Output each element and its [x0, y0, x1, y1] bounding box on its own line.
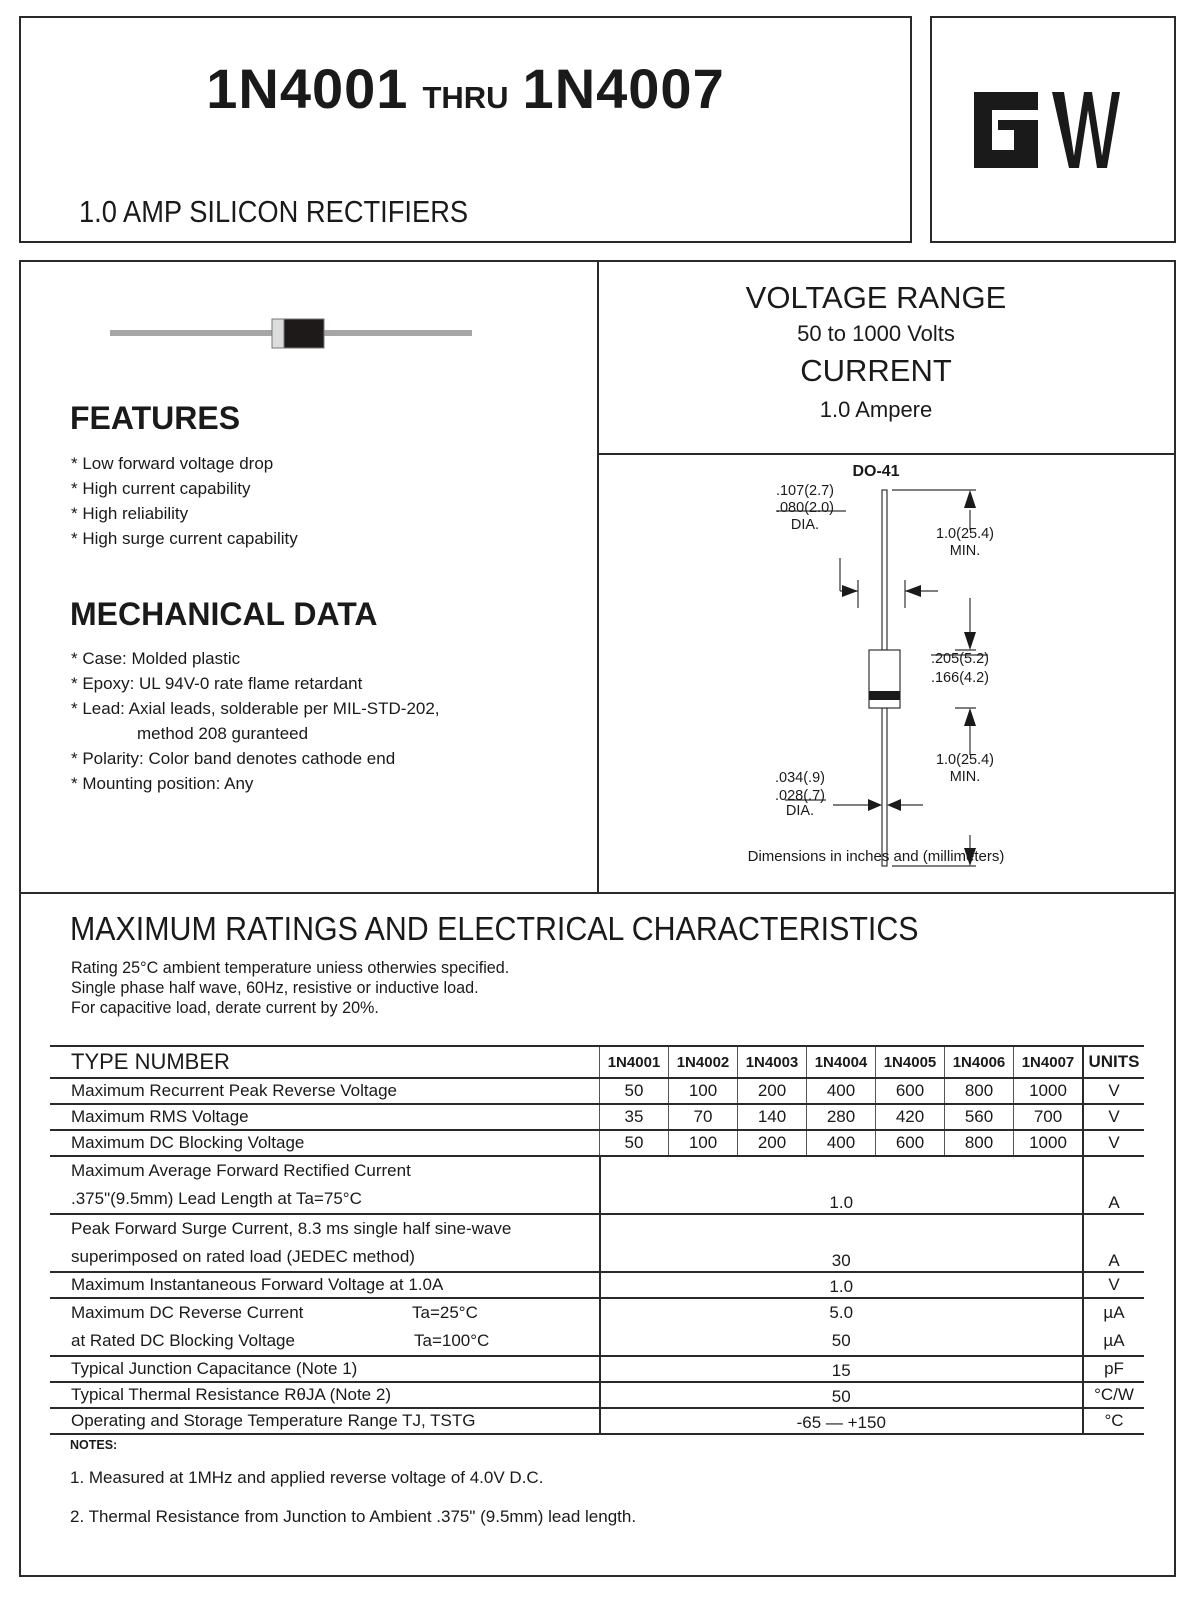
package-dimension-drawing: [598, 480, 1154, 880]
part-to: 1N4007: [522, 57, 725, 120]
column-header: 1N4004: [807, 1046, 876, 1078]
voltage-range-value: 50 to 1000 Volts: [797, 321, 955, 346]
arrow-down-icon: [964, 632, 976, 650]
current-value: 1.0 Ampere: [819, 397, 933, 422]
summary-divider: [597, 453, 1176, 455]
features-list: [71, 451, 298, 551]
arrow-up-icon: [964, 708, 976, 726]
rating-conditions: Rating 25°C ambient temperature uniess otherwies specified. Single phase half wave, 60Hz, resistive or inductive load. For capacitive load, derate current by 20%.: [71, 958, 510, 1017]
lead-bottom: [882, 708, 887, 866]
column-header: 1N4001: [600, 1046, 669, 1078]
table-row: Maximum DC Reverse Current at Rated DC Blocking Voltage Ta=25°C Ta=100°C 5.0 50 µA µA: [50, 1298, 1144, 1356]
mechanical-item: * Epoxy: UL 94V-0 rate flame retardant: [71, 674, 363, 693]
body-dia-dimension: .107(2.7) .080(2.0) DIA.: [775, 483, 835, 533]
note-item: 1. Measured at 1MHz and applied reverse voltage of 4.0V D.C.: [70, 1468, 544, 1487]
current-title: CURRENT: [800, 353, 952, 388]
table-row: Typical Junction Capacitance (Note 1) 15 pF: [50, 1356, 1144, 1382]
column-header: 1N4003: [738, 1046, 807, 1078]
characteristics-heading: MAXIMUM RATINGS AND ELECTRICAL CHARACTERISTICS: [70, 910, 919, 947]
table-row: Peak Forward Surge Current, 8.3 ms single half sine-wave superimposed on rated load (JEDEC method) 30 A: [50, 1214, 1144, 1272]
part-range-title: [21, 56, 910, 121]
voltage-range-title: VOLTAGE RANGE: [745, 280, 1007, 315]
arrow-left-icon: [887, 799, 901, 811]
features-heading: FEATURES: [70, 400, 241, 436]
mechanical-item: * Case: Molded plastic: [71, 649, 241, 668]
note-item: 2. Thermal Resistance from Junction to Ambient .375" (9.5mm) lead length.: [70, 1507, 637, 1526]
lead-length-bottom-dimension: 1.0(25.4) MIN.: [935, 752, 995, 785]
title-box: [19, 16, 912, 243]
column-header: 1N4005: [876, 1046, 945, 1078]
arrow-up-icon: [964, 490, 976, 508]
units-header: UNITS: [1083, 1046, 1144, 1078]
lead-dia-dimension: .034(.9) .028(.7) DIA.: [775, 770, 825, 819]
mechanical-item: * Lead: Axial leads, solderable per MIL-STD-202,: [71, 699, 440, 718]
mechanical-item: method 208 guranteed: [137, 724, 309, 743]
package-name: DO-41: [852, 463, 900, 480]
table-row: Maximum DC Blocking Voltage 50 100 200 400 600 800 1000 V: [50, 1130, 1144, 1156]
product-subtitle: 1.0 AMP SILICON RECTIFIERS: [79, 194, 469, 229]
mechanical-list: [71, 646, 440, 796]
arrow-right-icon: [868, 799, 882, 811]
table-row: Maximum RMS Voltage 35 70 140 280 420 560 700 V: [50, 1104, 1144, 1130]
type-number-header: TYPE NUMBER: [50, 1046, 600, 1078]
body-length-dimension: .205(5.2) .166(4.2): [930, 651, 990, 686]
table-row: Maximum Instantaneous Forward Voltage at 1.0A 1.0 V: [50, 1272, 1144, 1298]
mechanical-heading: MECHANICAL DATA: [70, 596, 378, 632]
table-header-row: [50, 1046, 1144, 1078]
table-row: Maximum Average Forward Rectified Current .375"(9.5mm) Lead Length at Ta=75°C 1.0 A: [50, 1156, 1144, 1214]
feature-item: * High surge current capability: [71, 529, 298, 548]
feature-item: * High current capability: [71, 479, 251, 498]
table-row: Typical Thermal Resistance RθJA (Note 2) 50 °C/W: [50, 1382, 1144, 1408]
feature-item: * Low forward voltage drop: [71, 454, 274, 473]
table-row: Operating and Storage Temperature Range TJ, TSTG -65 — +150 °C: [50, 1408, 1144, 1434]
dimensions-caption: Dimensions in inches and (millimeters): [747, 848, 1005, 865]
arrow-left-icon: [905, 585, 921, 597]
column-header: 1N4002: [669, 1046, 738, 1078]
diode-illustration-icon: [108, 318, 474, 352]
section-divider: [19, 892, 1176, 894]
column-header: 1N4007: [1014, 1046, 1084, 1078]
mechanical-item: * Polarity: Color band denotes cathode end: [71, 749, 396, 768]
mechanical-item: * Mounting position: Any: [71, 774, 254, 793]
column-header: 1N4006: [945, 1046, 1014, 1078]
notes-heading: NOTES:: [70, 1438, 118, 1452]
arrow-right-icon: [842, 585, 858, 597]
gw-logo-icon: [968, 90, 1138, 170]
part-from: 1N4001: [206, 57, 409, 120]
lead-top: [882, 490, 887, 650]
feature-item: * High reliability: [71, 504, 189, 523]
cathode-band: [869, 691, 900, 700]
lead-length-top-dimension: 1.0(25.4) MIN.: [935, 526, 995, 559]
characteristics-table: [50, 1045, 1144, 1435]
logo-box: [930, 16, 1176, 243]
thru-label: THRU: [422, 80, 509, 115]
table-row: Maximum Recurrent Peak Reverse Voltage 50 100 200 400 600 800 1000 V: [50, 1078, 1144, 1104]
